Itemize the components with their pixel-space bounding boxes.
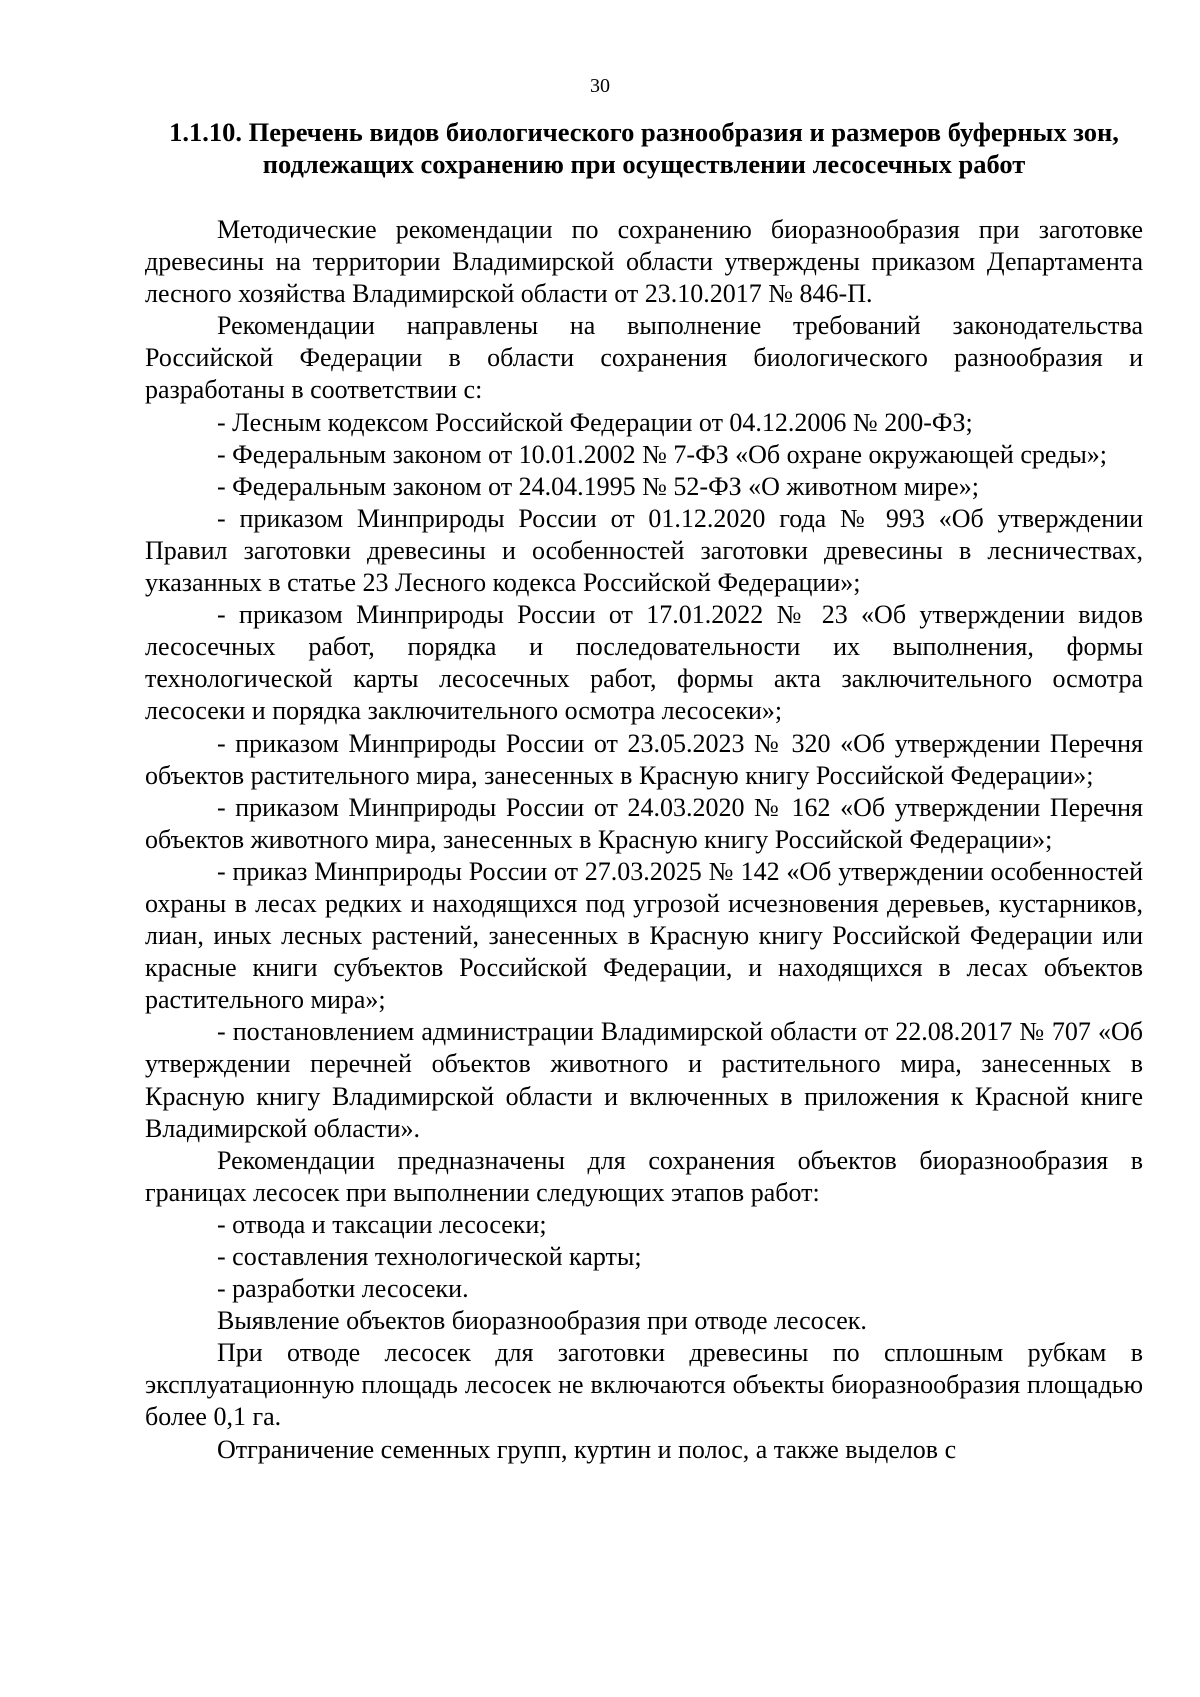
list-item-stage-tech-map: - составления технологической карты; (217, 1242, 642, 1271)
paragraph-intro: Методические рекомендации по сохранению биоразнообразия при заготовке древесины на территории Владимирской области утверждены приказом Департамента лесного хозяйства Владимирской области от 23.10.2017 № 846-П. (145, 215, 1143, 309)
list-item-environment-law: - Федеральным законом от 10.01.2002 № 7-ФЗ «Об охране окружающей среды»; (217, 439, 1108, 469)
paragraph-identification: Выявление объектов биоразнообразия при отводе лесосек. (217, 1306, 867, 1336)
list-item-forest-code: - Лесным кодексом Российской Федерации от 04.12.2006 № 200-ФЗ; (217, 407, 973, 437)
body-text (145, 214, 1143, 1466)
list-item-order-320: - приказом Минприроды России от 23.05.2023 № 320 «Об утверждении Перечня объектов растительного мира, занесенных в Красную книгу Российской Федерации»; (145, 728, 1143, 790)
list-item-stage-allotment: - отвода и таксации лесосеки; (217, 1209, 547, 1239)
list-item-resolution-707: - постановлением администрации Владимирской области от 22.08.2017 № 707 «Об утверждении перечней объектов животного и растительного мира, занесенных в Красную книгу Владимирской области и включенных в приложения к Красной книге Владимирской области». (145, 1017, 1143, 1143)
list-item-order-162: - приказом Минприроды России от 24.03.2020 № 162 «Об утверждении Перечня объектов животного мира, занесенных в Красную книгу Российской Федерации»; (145, 792, 1143, 854)
list-item-wildlife-law: - Федеральным законом от 24.04.1995 № 52-ФЗ «О животном мире»; (217, 471, 979, 501)
list-item-order-993: - приказом Минприроды России от 01.12.2020 года № 993 «Об утверждении Правил заготовки древесины и особенностей заготовки древесины в лесничествах, указанных в статье 23 Лесного кодекса Российской Федерации»; (145, 503, 1143, 598)
paragraph-delimitation: Отграничение семенных групп, куртин и полос, а также выделов с (217, 1434, 957, 1464)
list-item-stage-development: - разработки лесосеки. (217, 1274, 469, 1304)
paragraph-clear-cutting: При отводе лесосек для заготовки древесины по сплошным рубкам в эксплуатационную площадь лесосек не включаются объекты биоразнообразия площадью более 0,1 га. (145, 1338, 1143, 1432)
page-number: 30 (590, 75, 610, 97)
list-item-order-142: - приказ Минприроды России от 27.03.2025 № 142 «Об утверждении особенностей охраны в лесах редких и находящихся под угрозой исчезновения деревьев, кустарников, лиан, иных лесных растений, занесенных в Красную книгу Российской Федерации или красные книги субъектов Российской Федерации, и находящихся в лесах объектов растительного мира»; (145, 856, 1143, 1015)
paragraph-purpose: Рекомендации направлены на выполнение требований законодательства Российской Федерации в области сохранения биологического разнообразия и разработаны в соответствии с: (145, 311, 1143, 405)
list-item-order-23: - приказом Минприроды России от 17.01.2022 № 23 «Об утверждении видов лесосечных работ, порядка и последовательности их выполнения, формы технологической карты лесосечных работ, формы акта заключительного осмотра лесосеки и порядка заключительного осмотра лесосеки»; (145, 600, 1143, 726)
section-heading: 1.1.10. Перечень видов биологического разнообразия и размеров буферных зон, подлежащих сохранению при осуществлении лесосечных работ (169, 117, 1119, 179)
paragraph-stages-intro: Рекомендации предназначены для сохранения объектов биоразнообразия в границах лесосек при выполнении следующих этапов работ: (145, 1145, 1143, 1207)
